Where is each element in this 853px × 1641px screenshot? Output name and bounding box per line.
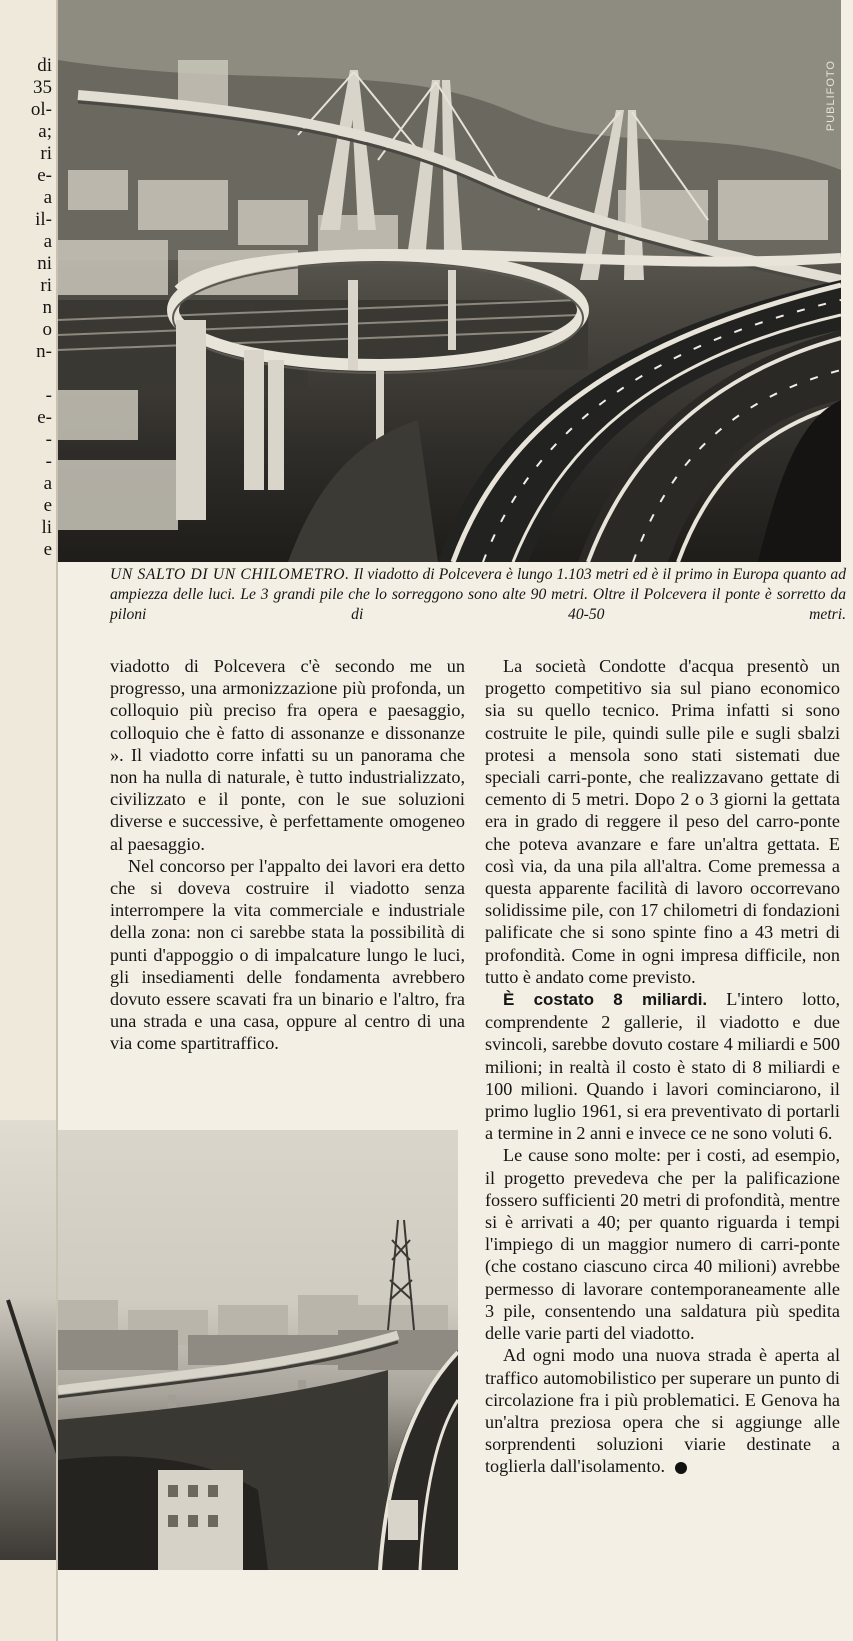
adjacent-page-line: - bbox=[45, 429, 52, 450]
caption-text: Il viadotto di Polcevera è lungo 1.103 metri ed è il primo in Europa quanto ad ampiezza delle luci. Le 3 grandi pile che lo sorreggono sono alte 90 metri. Oltre il Polcevera il ponte è sorretto da piloni di 40-50 metri. bbox=[110, 566, 846, 623]
article-paragraph: L'intero lotto, comprendente 2 gallerie, il viadotto e due svincoli, sarebbe dovuto costare 4 miliardi e 500 milioni; in realtà il costo è stato di 8 miliardi e 100 milioni. Quando i lavori cominciarono, il primo luglio 1961, si era preventivato di portarli a termine in 2 anni e invece ce ne sono voluti 6. bbox=[485, 989, 841, 1144]
adjacent-page-line: a bbox=[43, 231, 52, 252]
photo-caption bbox=[110, 565, 846, 625]
adjacent-page-line: a; bbox=[38, 121, 52, 142]
article-paragraph: viadotto di Polcevera c'è secondo me un progresso, una armonizzazione più profonda, un colloquio più preciso fra opera e paesaggio, colloquio che è fatto di assonanze e dissonanze ». Il viadotto corre infatti su un panorama che non ha nulla di naturale, è tutto industrializzato, civilizzato e il ponte, con le sue soluzioni diverse e successive, è perfettamente omogeneo al paesaggio. bbox=[110, 656, 465, 854]
article-column-right bbox=[485, 655, 840, 1478]
adjacent-page-line: n bbox=[42, 297, 52, 318]
adjacent-page-line: e- bbox=[37, 165, 52, 186]
adjacent-page-line: a bbox=[43, 187, 52, 208]
adjacent-page-line: n- bbox=[36, 341, 52, 362]
adjacent-page-photo bbox=[0, 1120, 56, 1560]
photo-credit: PUBLIFOTO bbox=[825, 60, 837, 132]
adjacent-page-line: di bbox=[37, 55, 52, 76]
adjacent-page-line: e bbox=[43, 495, 52, 516]
adjacent-page-line: ri bbox=[40, 143, 52, 164]
adjacent-page-line: il- bbox=[35, 209, 52, 230]
section-subhead: È costato 8 miliardi. bbox=[503, 990, 708, 1010]
caption-lead: UN SALTO DI UN CHILOMETRO. bbox=[110, 566, 350, 583]
viaduct-photo bbox=[58, 0, 841, 562]
adjacent-page-line: li bbox=[41, 517, 52, 538]
article-paragraph: La società Condotte d'acqua presentò un progetto competitivo sia sul piano economico sia su quello tecnico. Prima infatti si sono costruite le pile, quindi sulle pile e sugli sbalzi protesi a mensola sono stati sistemati due speciali carri-ponte, che realizzavano gettate di cemento di 5 metri. Dopo 2 o 3 giorni la gettata era in grado di reggere il peso del carro-ponte che poteva avanzare e fare un'altra gettata. E così via, da una pila all'altra. Come premessa a questa apparente facilità di lavoro occorrevano solidissime pile, con 17 chilometri di fondazioni palificate che si sono spinte fino a 43 metri di profondità. Come in ogni impresa difficile, non tutto è andato come previsto. bbox=[485, 656, 840, 987]
end-of-article-mark bbox=[675, 1462, 687, 1474]
article-column-left bbox=[110, 655, 465, 1055]
article-paragraph: Nel concorso per l'appalto dei lavori era detto che si doveva costruire il viadotto senza interrompere la vita commerciale e industriale della zona: non ci sarebbe stata la possibilità di punti d'appoggio o di impalcature lungo le luci, gli insediamenti delle fondamenta avrebbero dovuto essere scavati fra un binario e l'altro, fra una strada e una casa, oppure al centro di una via come spartitraffico. bbox=[110, 855, 465, 1054]
adjacent-page-line: 35 bbox=[33, 77, 52, 98]
adjacent-page-line: a bbox=[43, 473, 52, 494]
article-paragraph: Ad ogni modo una nuova strada è aperta al traffico automobilistico per superare un punto di circolazione fra i più problematici. E Genova ha un'altra preziosa opera che si aggiunge alle sorprendenti soluzioni viarie destinate a toglierla dall'isolamento. bbox=[485, 1345, 840, 1477]
adjacent-page-line: ol- bbox=[30, 99, 52, 120]
article-paragraph: Le cause sono molte: per i costi, ad esempio, il progetto prevedeva che per la palificazione fossero sufficienti 20 metri di profondità, mentre si è arrivati a 40; per quanto riguarda i tempi l'impiego di un maggior numero di carri-ponte (che costano ciascuno circa 40 milioni) avrebbe permesso di lavorare contemporaneamente alle 3 pile, consentendo una saldatura più spedita delle varie parti del viadotto. bbox=[485, 1145, 840, 1344]
adjacent-page-line: ni bbox=[37, 253, 52, 274]
viaduct-illustration bbox=[58, 0, 841, 562]
city-viaduct-photo bbox=[58, 1130, 458, 1570]
adjacent-page-line: o bbox=[42, 319, 52, 340]
city-viaduct-illustration bbox=[58, 1130, 458, 1570]
adjacent-page-line: ri bbox=[40, 275, 52, 296]
adjacent-page-line: - bbox=[45, 451, 52, 472]
adjacent-page-line: - bbox=[45, 385, 52, 406]
adjacent-page-strip bbox=[0, 0, 58, 1641]
adjacent-page-line: e bbox=[43, 539, 52, 560]
adjacent-page-line: e- bbox=[37, 407, 52, 428]
